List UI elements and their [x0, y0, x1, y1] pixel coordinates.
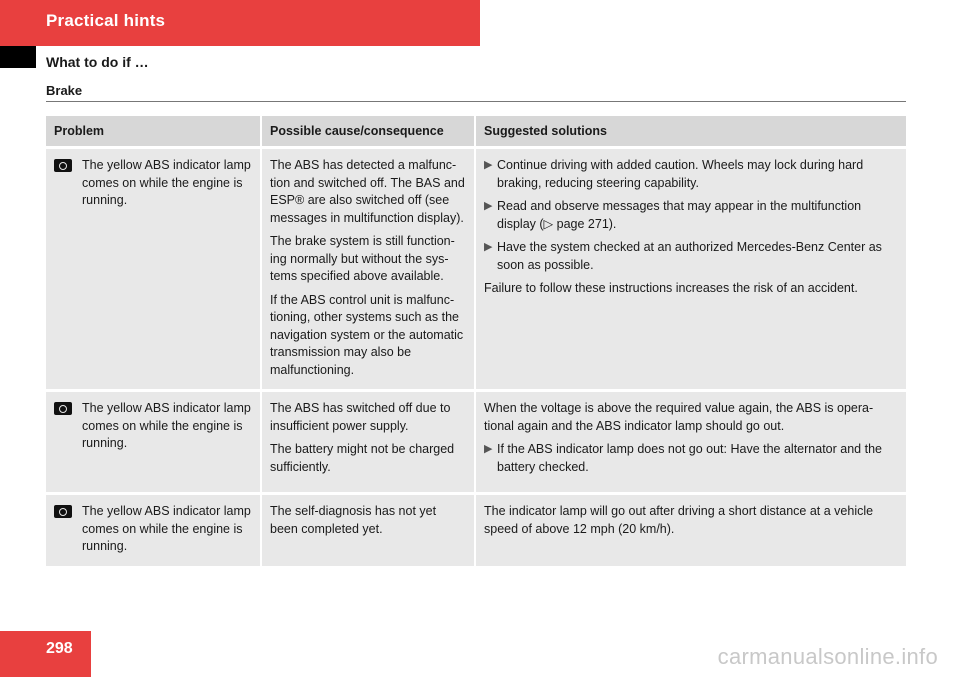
cause-cell [260, 495, 474, 566]
table-header-row [46, 116, 906, 146]
problem-cell [46, 495, 260, 566]
troubleshooting-table [46, 116, 906, 566]
cause-paragraph: The brake system is still function-ing normally but without the sys-tems specified above available. [270, 234, 455, 283]
table-body [46, 149, 906, 566]
problem-text: The yellow ABS indicator lamp comes on while the engine is running. [82, 158, 251, 207]
column-header-cause: Possible cause/consequence [260, 116, 474, 146]
arrow-right-icon: ▶ [484, 159, 493, 171]
cause-paragraph: The ABS has switched off due to insufficient power supply. [270, 401, 451, 433]
arrow-right-icon: ▶ [484, 241, 493, 253]
problem-cell [46, 149, 260, 389]
solutions-cell [474, 149, 906, 389]
solution-text: Have the system checked at an authorized Mercedes-Benz Center as soon as possible. [497, 240, 882, 272]
abs-warning-icon [54, 402, 72, 415]
solution-note: Failure to follow these instructions increases the risk of an accident. [484, 281, 858, 295]
section-heading: Brake [46, 83, 83, 98]
table-row [46, 392, 906, 492]
solutions-cell [474, 392, 906, 492]
problem-text: The yellow ABS indicator lamp comes on while the engine is running. [82, 504, 251, 553]
problem-text: The yellow ABS indicator lamp comes on while the engine is running. [82, 401, 251, 450]
solution-step [484, 198, 898, 233]
solution-text: Continue driving with added caution. Wheels may lock during hard braking, reducing steering capability. [497, 158, 864, 190]
section-divider [46, 101, 906, 102]
cause-cell [260, 149, 474, 389]
problem-cell [46, 392, 260, 492]
table-row [46, 149, 906, 389]
problem-entry [54, 157, 252, 210]
solution-note: The indicator lamp will go out after driving a short distance at a vehicle speed of above 12 mph (20 km/h). [484, 504, 874, 536]
chapter-tab-marker [0, 46, 36, 68]
arrow-right-icon: ▶ [484, 443, 493, 455]
column-header-solutions: Suggested solutions [474, 116, 906, 146]
solution-step [484, 157, 898, 192]
cause-cell [260, 392, 474, 492]
table-row [46, 495, 906, 566]
problem-entry [54, 400, 252, 453]
solution-text: If the ABS indicator lamp does not go out: Have the alternator and the battery checked. [497, 442, 882, 474]
abs-warning-icon [54, 159, 72, 172]
abs-warning-icon [54, 505, 72, 518]
solution-note: When the voltage is above the required value again, the ABS is opera-tional again and the ABS indicator lamp should go out. [484, 401, 874, 433]
solutions-cell [474, 495, 906, 566]
cause-paragraph: If the ABS control unit is malfunc-tioning, other systems such as the navigation system or the automatic transmission may also be malfunctioning. [270, 292, 464, 377]
page-subtitle: What to do if … [46, 54, 149, 70]
cause-paragraph: The self-diagnosis has not yet been completed yet. [270, 504, 437, 536]
cause-paragraph: The battery might not be charged sufficiently. [270, 442, 455, 474]
solution-text: Read and observe messages that may appear in the multifunction display (▷ page 271). [497, 199, 862, 231]
solution-step [484, 239, 898, 274]
chapter-title: Practical hints [46, 11, 166, 30]
page-number: 298 [46, 640, 73, 657]
solution-step [484, 441, 898, 476]
cause-paragraph: The ABS has detected a malfunc-tion and switched off. The BAS and ESP® are also switched off (see messages in multifunction display). [270, 158, 465, 225]
problem-entry [54, 503, 252, 556]
watermark-text: carmanualsonline.info [717, 644, 938, 669]
arrow-right-icon: ▶ [484, 200, 493, 212]
column-header-problem: Problem [54, 124, 105, 138]
